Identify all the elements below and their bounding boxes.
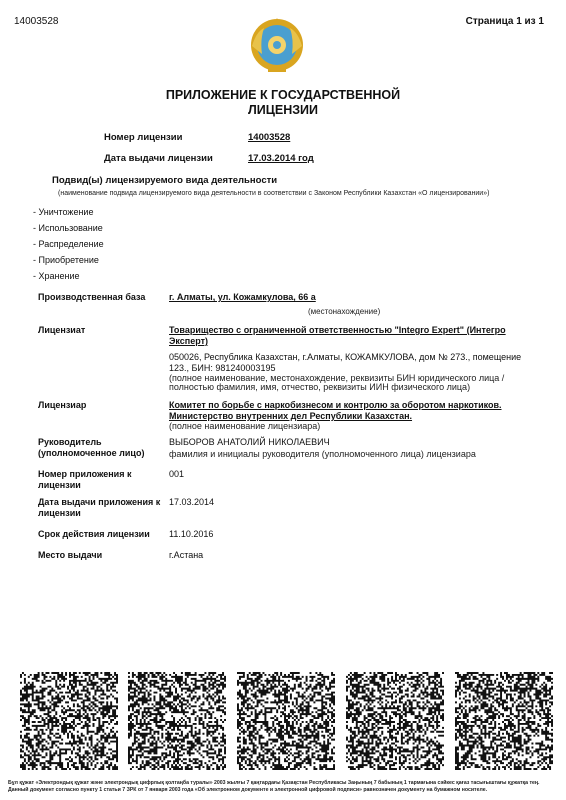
licensor-name: Комитет по борьбе с наркобизнесом и контролю за оборотом наркотиков. Министерство внутренних дел Республики Казахстан. xyxy=(169,400,502,421)
footer-line-ru: Данный документ согласно пункту 1 статьи 7 ЗРК от 7 января 2003 года «Об электронном документе и электронной цифровой подписи» равнозначен документу на бумажном носителе. xyxy=(8,787,488,793)
qr-code-icon xyxy=(20,672,118,770)
issue-place-label: Место выдачи xyxy=(38,550,103,560)
appendix-date-value: 17.03.2014 xyxy=(169,497,215,507)
head-note: фамилия и инициалы руководителя (уполномоченного лица) лицензиара xyxy=(169,449,476,459)
production-base-note: (местонахождение) xyxy=(308,307,381,316)
qr-code-icon xyxy=(455,672,553,770)
activity-item: - Приобретение xyxy=(33,255,99,265)
title-line-1: ПРИЛОЖЕНИЕ К ГОСУДАРСТВЕННОЙ xyxy=(165,88,401,102)
footer-legal-note xyxy=(8,780,558,794)
licensee-label: Лицензиат xyxy=(38,325,86,335)
license-date-value: 17.03.2014 год xyxy=(248,153,314,164)
validity-value: 11.10.2016 xyxy=(169,529,214,539)
qr-code-icon xyxy=(128,672,226,770)
license-number-value: 14003528 xyxy=(248,132,291,143)
issue-place-value: г.Астана xyxy=(169,550,204,560)
header-license-number: 14003528 xyxy=(14,16,59,27)
activity-item: - Использование xyxy=(33,223,103,233)
document-title xyxy=(0,88,566,118)
activity-item: - Распределение xyxy=(33,239,104,249)
page-indicator: Страница 1 из 1 xyxy=(465,16,544,27)
footer-line-kz: Бұл құжат «Электрондық құжат және электрондық цифрлық қолтаңба туралы» 2003 жылғы 7 қаңтардағы Қазақстан Республикасы Заңының 7 бабының 1 тармағына сәйкес қағаз тасығыштағы құжатқа тең. xyxy=(8,780,540,786)
qr-code-icon xyxy=(237,672,335,770)
license-number-label: Номер лицензии xyxy=(104,132,183,143)
production-base-label: Производственная база xyxy=(38,292,146,302)
licensee-address: 050026, Республика Казахстан, г.Алматы, КОЖАМКУЛОВА, дом № 273., помещение 123., БИН: 981240003195 xyxy=(169,352,522,373)
licensor-label: Лицензиар xyxy=(38,400,87,410)
activity-item: - Уничтожение xyxy=(33,207,94,217)
qr-code-icon xyxy=(346,672,444,770)
appendix-date-label: Дата выдачи приложения к лицензии xyxy=(38,497,161,518)
appendix-number-label: Номер приложения к лицензии xyxy=(38,469,132,490)
subtypes-note: (наименование подвида лицензируемого вида деятельности в соответствии с Законом Республики Казахстан «О лицензировании») xyxy=(58,190,490,197)
validity-label: Срок действия лицензии xyxy=(38,529,150,539)
kazakhstan-emblem-icon xyxy=(246,14,308,76)
licensee-note: (полное наименование, местонахождение, реквизиты БИН юридического лица / полностью фамилия, имя, отчество, реквизиты ИИН физического лица) xyxy=(169,373,505,392)
subtypes-heading: Подвид(ы) лицензируемого вида деятельности xyxy=(52,175,278,186)
licensor-note: (полное наименование лицензиара) xyxy=(169,421,321,431)
production-base-value: г. Алматы, ул. Кожамкулова, 66 а xyxy=(169,292,316,302)
head-label: Руководитель (уполномоченное лицо) xyxy=(38,437,145,458)
activity-item: - Хранение xyxy=(33,271,80,281)
head-name: ВЫБОРОВ АНАТОЛИЙ НИКОЛАЕВИЧ xyxy=(169,437,330,447)
appendix-number-value: 001 xyxy=(169,469,185,479)
license-date-label: Дата выдачи лицензии xyxy=(104,153,213,164)
licensee-name: Товарищество с ограниченной ответственностью "Integro Expert" (Интегро Эксперт) xyxy=(169,325,506,346)
title-line-2: ЛИЦЕНЗИИ xyxy=(247,103,319,117)
